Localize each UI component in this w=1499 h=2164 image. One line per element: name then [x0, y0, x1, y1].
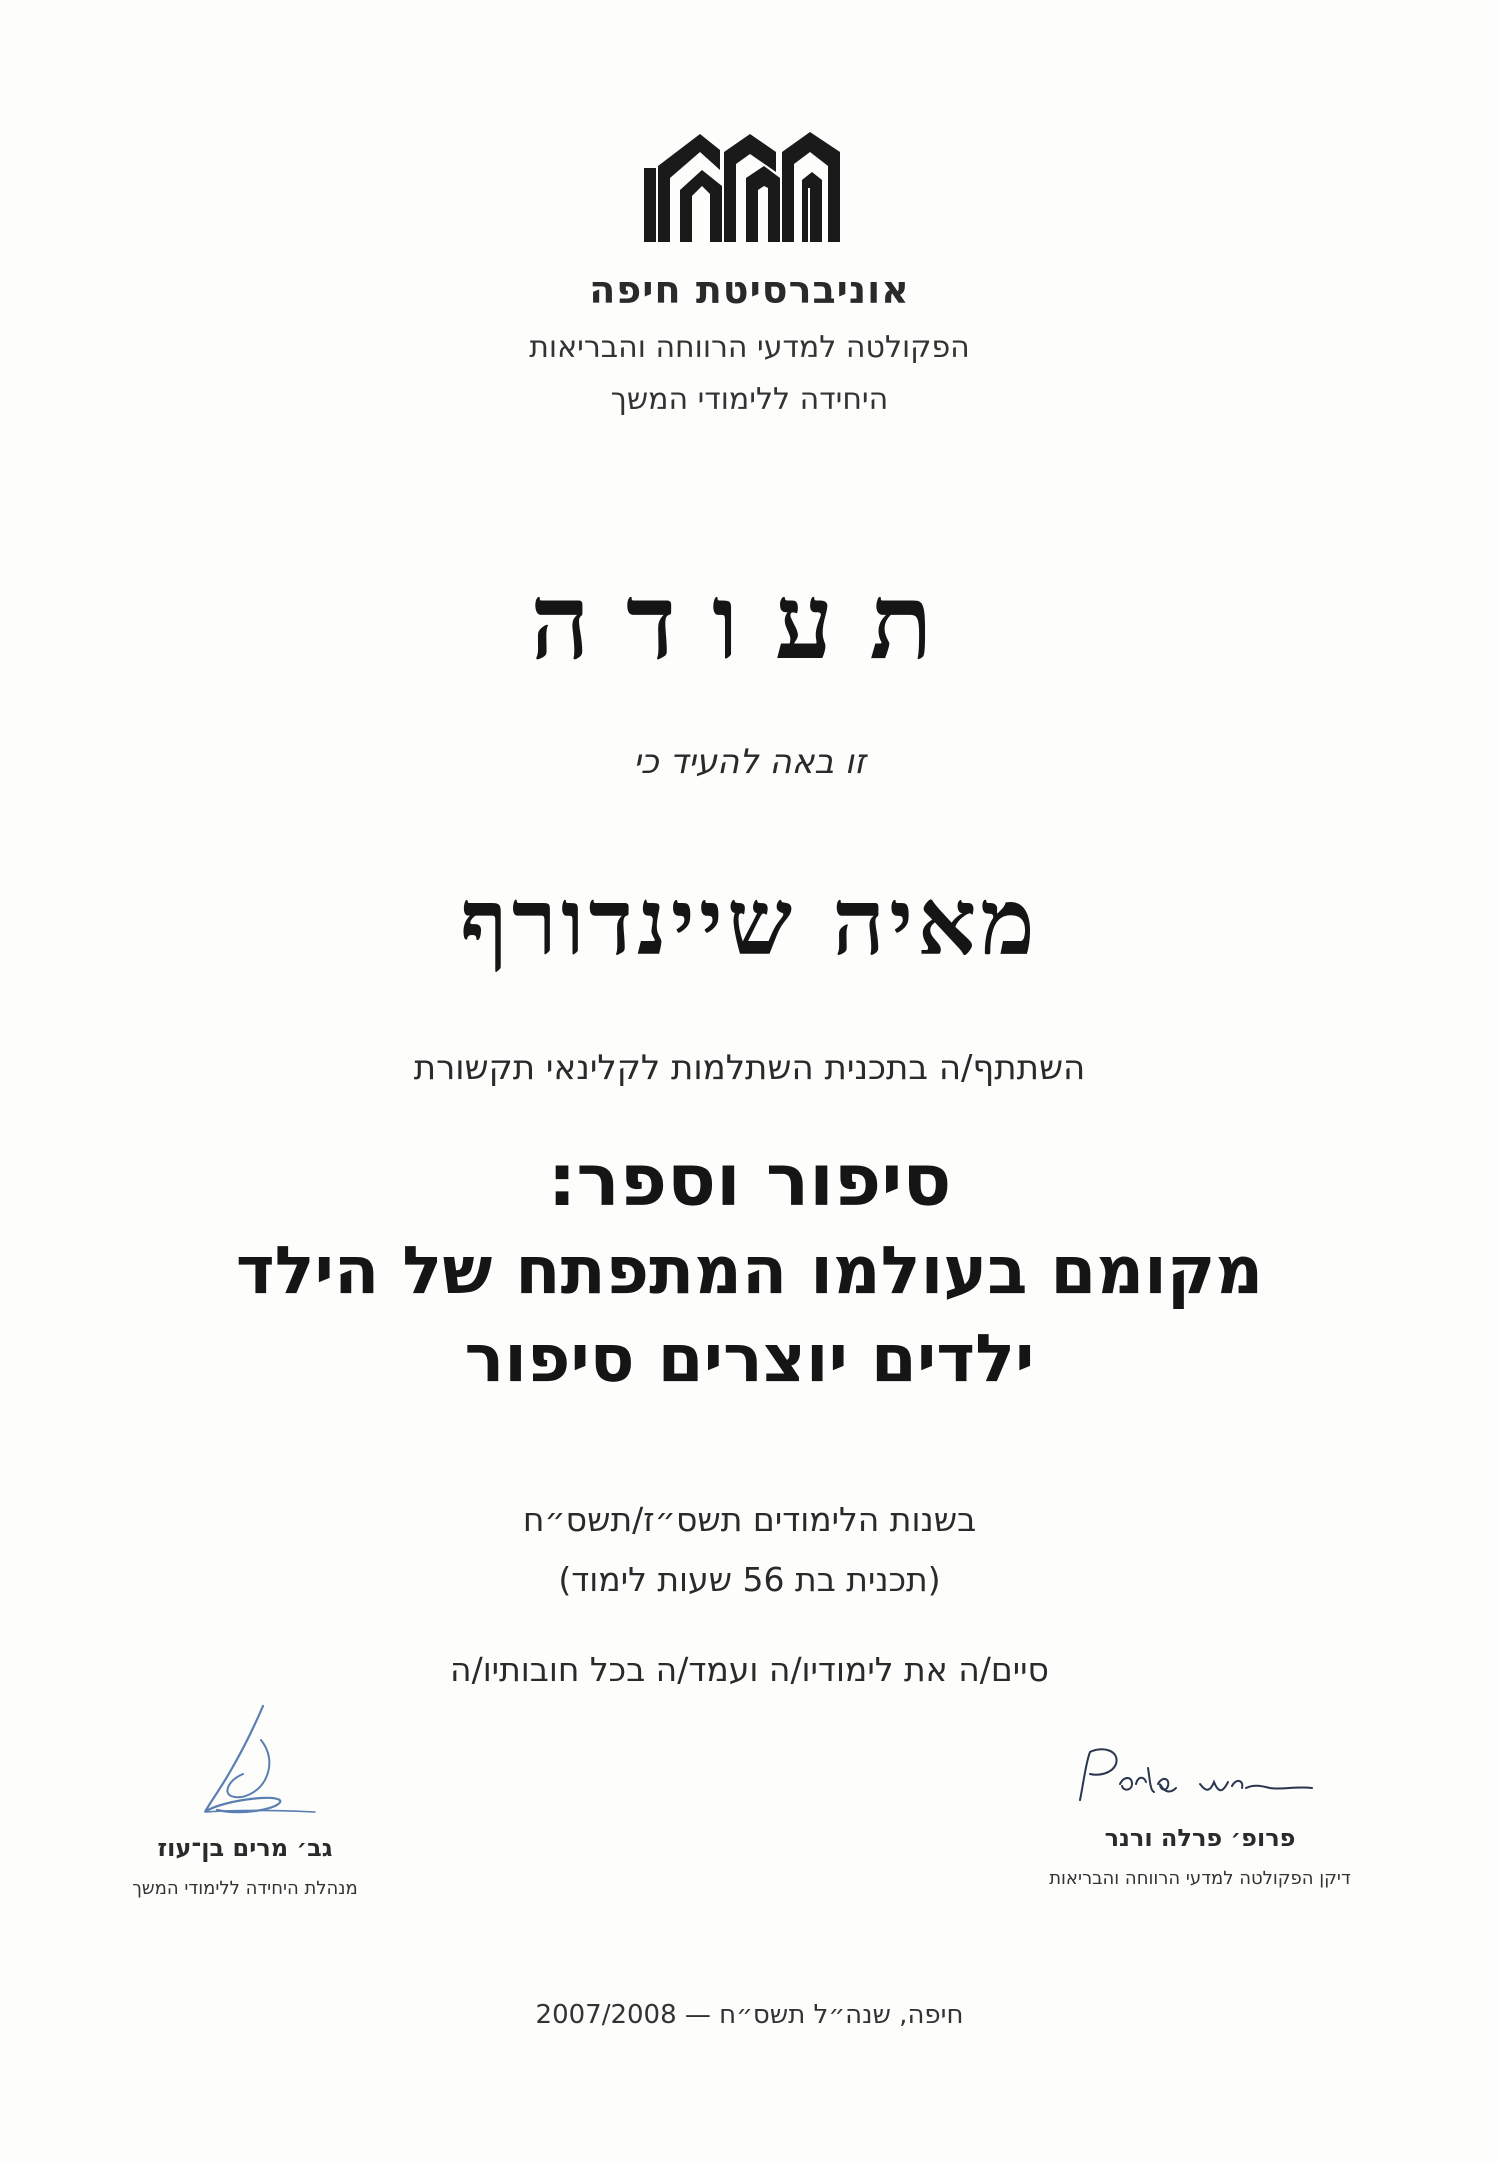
university-name: אוניברסיטת חיפה: [589, 268, 910, 312]
director-title: מנהלת היחידה ללימודי המשך: [132, 1878, 358, 1899]
director-name: גב׳ מרים בן־עוז: [157, 1834, 333, 1862]
completion-line: סיים/ה את לימודיו/ה ועמד/ה בכל חובותיו/ה: [450, 1650, 1049, 1689]
university-of-haifa-logo-icon: [640, 130, 850, 250]
certificate-title: תעודה: [530, 560, 969, 683]
unit-name: היחידה ללימודי המשך: [610, 382, 889, 417]
dean-name: פרופ׳ פרלה ורנר: [1104, 1824, 1296, 1852]
handwritten-signature-icon: [1050, 1740, 1350, 1820]
place-and-date: חיפה, שנה״ל תשס״ח — 2007/2008: [535, 2000, 964, 2030]
signature-block-director: [80, 1700, 410, 1899]
participation-line: השתתף/ה בתכנית השתלמות לקלינאי תקשורת: [413, 1048, 1086, 1088]
attest-line: זו באה להעיד כי: [633, 742, 866, 782]
handwritten-signature-icon: [165, 1700, 325, 1830]
signature-block-dean: [980, 1740, 1420, 1889]
program-hours: (תכנית בת 56 שעות לימוד): [558, 1560, 941, 1599]
course-title-line-2: מקומם בעולמו המתפתח של הילד: [235, 1232, 1264, 1309]
faculty-name: הפקולטה למדעי הרווחה והבריאות: [529, 330, 970, 365]
dean-title: דיקן הפקולטה למדעי הרווחה והבריאות: [1049, 1868, 1351, 1889]
academic-years: בשנות הלימודים תשס״ז/תשס״ח: [522, 1500, 977, 1539]
course-title-line-1: סיפור וספר:: [547, 1138, 952, 1222]
course-title-line-3: ילדים יוצרים סיפור: [464, 1320, 1035, 1397]
recipient-name: מאיה שיינדורף: [460, 868, 1039, 976]
